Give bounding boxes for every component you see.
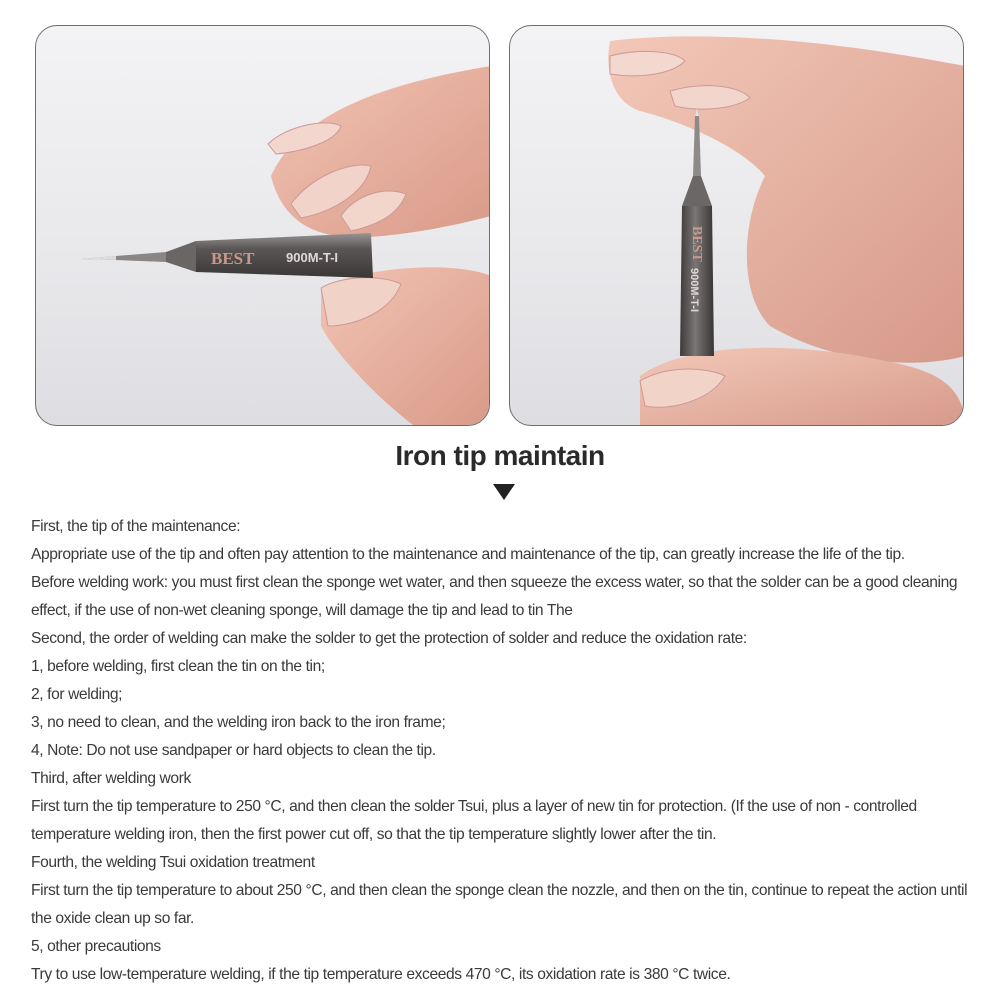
paragraph: Second, the order of welding can make the solder to get the protection of solder and reduce the oxidation rate: <box>31 630 747 647</box>
photo-vertical-tip <box>509 25 964 426</box>
section-heading: Iron tip maintain <box>395 440 605 471</box>
paragraph: Fourth, the welding Tsui oxidation treatment <box>31 854 315 871</box>
paragraph: 1, before welding, first clean the tin on the tin; <box>31 658 325 675</box>
paragraph: Try to use low-temperature welding, if the tip temperature exceeds 470 °C, its oxidation rate is 380 °C twice. <box>31 966 731 983</box>
down-triangle-icon <box>493 484 515 500</box>
tip-model-text: 900M-T-I <box>286 250 339 265</box>
paragraph: Appropriate use of the tip and often pay attention to the maintenance and maintenance of the tip, can greatly increase the life of the tip. <box>31 546 905 563</box>
tip-model-text: 900M-T-I <box>688 268 700 313</box>
paragraph: 2, for welding; <box>31 686 123 703</box>
tip-brand-text: BEST <box>689 226 704 262</box>
tip-brand-text: BEST <box>211 249 255 268</box>
photo-vertical-tip-illustration <box>510 26 964 426</box>
photo-horizontal-tip <box>35 25 490 426</box>
paragraph: First, the tip of the maintenance: <box>31 518 241 535</box>
photo-horizontal-tip-illustration <box>36 26 490 426</box>
paragraph: First turn the tip temperature to 250 °C, and then clean the solder Tsui, plus a layer of new tin for protection. (If the use of non - controlled temperature welding iron, then the first power cut off, so that the tip temperature slightly lower after the tin. <box>31 798 917 843</box>
paragraph: Before welding work: you must first clean the sponge wet water, and then squeeze the excess water, so that the solder can be a good cleaning effect, if the use of non-wet cleaning sponge, will damage the tip and lead to tin The <box>31 574 958 619</box>
paragraph: 4, Note: Do not use sandpaper or hard objects to clean the tip. <box>31 742 436 759</box>
maintenance-instructions <box>31 513 986 989</box>
paragraph: 3, no need to clean, and the welding iron back to the iron frame; <box>31 714 446 731</box>
paragraph: First turn the tip temperature to about 250 °C, and then clean the sponge clean the nozzle, and then on the tin, continue to repeat the action until the oxide clean up so far. <box>31 882 968 927</box>
paragraph: Third, after welding work <box>31 770 191 787</box>
paragraph: 5, other precautions <box>31 938 161 955</box>
